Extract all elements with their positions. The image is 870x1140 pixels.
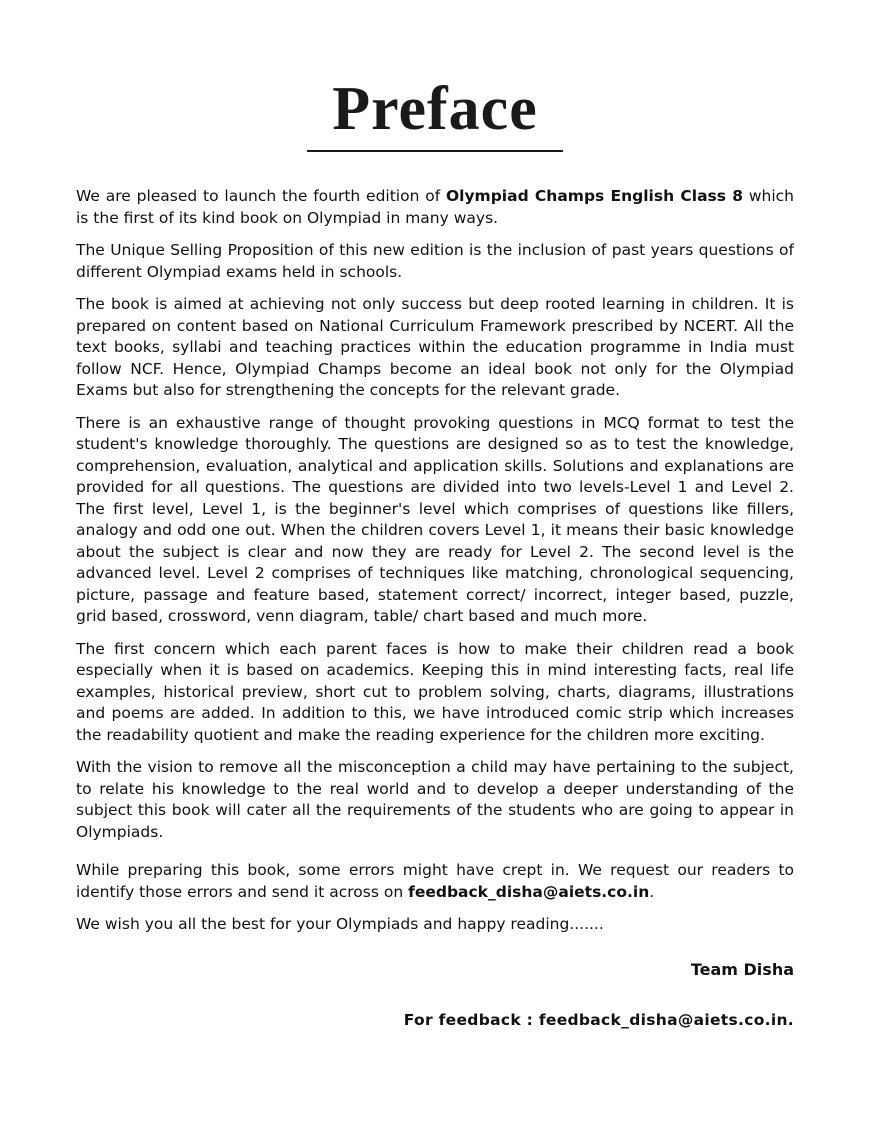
title-block xyxy=(76,75,794,152)
paragraph-segment: With the vision to remove all the misconception a child may have pertaining to the subject, to relate his knowledge to the real world and to develop a deeper understanding of the subject this book will cater all the requirements of the students who are going to appear in Olympiads. xyxy=(76,758,794,841)
signature: Team Disha xyxy=(690,959,794,979)
paragraph-segment: While preparing this book, some errors might have crept in. We request our readers to identify those errors and send it across on xyxy=(76,861,794,901)
paragraph-segment: The first concern which each parent faces is how to make their children read a book especially when it is based on academics. Keeping this in mind interesting facts, real life examples, historical preview, short cut to problem solving, charts, diagrams, illustrations and poems are added. In addition to this, we have introduced comic strip which increases the readability quotient and make the reading experience for the children more exciting. xyxy=(76,639,794,744)
paragraph xyxy=(76,757,794,843)
paragraph xyxy=(76,860,794,903)
paragraph-segment: The Unique Selling Proposition of this new edition is the inclusion of past years questions of different Olympiad exams held in schools. xyxy=(76,241,794,281)
paragraph-bold-segment: Olympiad Champs English Class 8 xyxy=(445,187,744,205)
paragraph xyxy=(76,294,794,402)
paragraph xyxy=(76,914,794,936)
paragraph xyxy=(76,186,794,229)
page-title: Preface xyxy=(332,75,538,143)
preface-body xyxy=(76,186,794,936)
paragraph xyxy=(76,639,794,747)
title-underline xyxy=(307,150,563,152)
paragraph-segment: We are pleased to launch the fourth edition of xyxy=(76,187,446,205)
paragraph-segment: We wish you all the best for your Olympiads and happy reading....... xyxy=(76,915,604,933)
paragraph-segment: . xyxy=(649,882,655,901)
paragraph-segment: which is the first of its kind book on Olympiad in many ways. xyxy=(76,187,794,227)
paragraph-segment: There is an exhaustive range of thought provoking questions in MCQ format to test the student's knowledge thoroughly. The questions are designed so as to test the knowledge, comprehension, evaluation, analytical and application skills. Solutions and explanations are provided for all questions. The questions are divided into two levels-Level 1 and Level 2. The first level, Level 1, is the beginner's level which comprises of questions like fillers, analogy and odd one out. When the children covers Level 1, it means their basic knowledge about the subject is clear and now they are ready for Level 2. The second level is the advanced level. Level 2 comprises of techniques like matching, chronological sequencing, picture, passage and feature based, statement correct/ incorrect, integer based, puzzle, grid based, crossword, venn diagram, table/ chart based and much more. xyxy=(76,413,794,625)
paragraph xyxy=(76,413,794,628)
paragraph xyxy=(76,240,794,283)
paragraph-bold-segment: feedback_disha@aiets.co.in xyxy=(408,882,650,901)
feedback-line: For feedback : feedback_disha@aiets.co.in. xyxy=(403,1010,794,1029)
paragraph-segment: The book is aimed at achieving not only success but deep rooted learning in children. It is prepared on content based on National Curriculum Framework prescribed by NCERT. All the text books, syllabi and teaching practices within the education programme in India must follow NCF. Hence, Olympiad Champs become an ideal book not only for the Olympiad Exams but also for strengthening the concepts for the relevant grade. xyxy=(76,295,794,399)
